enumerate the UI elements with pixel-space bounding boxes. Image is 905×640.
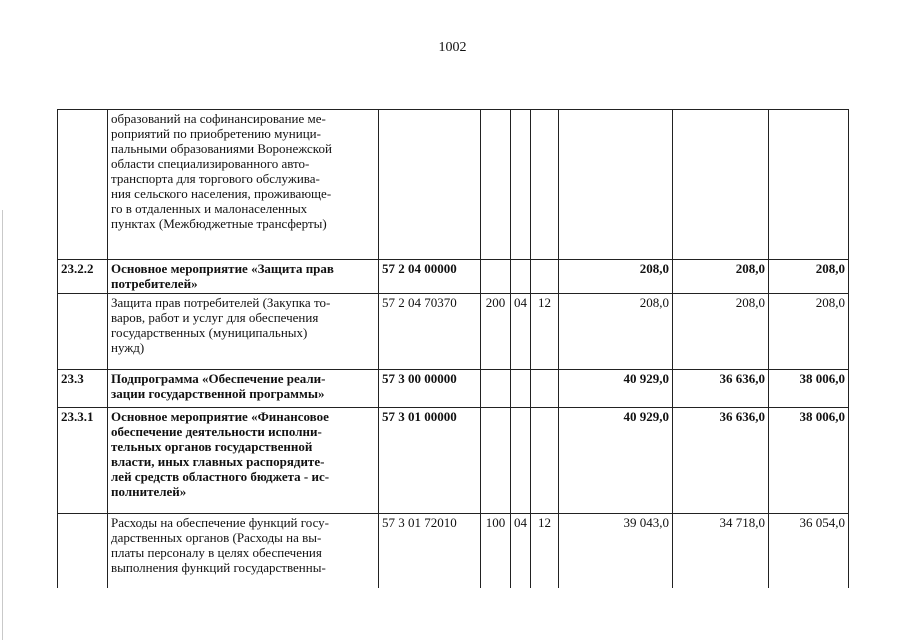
cell-amount-year-2: [673, 110, 769, 260]
cell-amount-year-2-text: 208,0: [735, 295, 765, 310]
cell-amount-year-2-text: 208,0: [735, 261, 765, 276]
cell-amount-year-1-text: 39 043,0: [623, 515, 669, 530]
cell-code: [58, 408, 108, 514]
cell-amount-year-3-text: 36 054,0: [799, 515, 845, 530]
cell-code: [58, 514, 108, 588]
cell-subsection: [531, 514, 559, 588]
cell-amount-year-1-text: 40 929,0: [623, 371, 669, 386]
cell-expense-type: [481, 514, 511, 588]
cell-amount-year-3: [769, 294, 849, 370]
cell-subsection-text: 12: [538, 295, 551, 310]
cell-expense-type-text: 200: [485, 295, 506, 310]
cell-amount-year-3-text: 208,0: [815, 261, 845, 276]
cell-subsection: [531, 260, 559, 294]
cell-section: [511, 260, 531, 294]
cell-name-text: Основное мероприятие «Финансовое обеспечение деятельности исполни- тельных органов государственной власти, иных главных распорядите- лей средств областного бюджета - ис- полнителей»: [111, 409, 330, 499]
cell-target-article: [379, 110, 481, 260]
cell-code-text: 23.2.2: [61, 261, 94, 276]
cell-name: [108, 294, 379, 370]
table-row: [58, 110, 849, 260]
cell-code: [58, 110, 108, 260]
table-row: [58, 260, 849, 294]
cell-target-article-text: 57 2 04 70370: [382, 295, 457, 310]
cell-amount-year-1: [559, 294, 673, 370]
cell-amount-year-2-text: 36 636,0: [719, 409, 765, 424]
cell-amount-year-1: [559, 408, 673, 514]
cell-amount-year-1: [559, 110, 673, 260]
cell-code: [58, 260, 108, 294]
cell-target-article-text: 57 3 01 72010: [382, 515, 457, 530]
cell-expense-type: [481, 294, 511, 370]
cell-amount-year-2: [673, 294, 769, 370]
cell-amount-year-3: [769, 110, 849, 260]
cell-target-article-text: 57 3 00 00000: [382, 371, 457, 386]
cell-amount-year-3-text: 208,0: [815, 295, 845, 310]
cell-section-text: 04: [514, 515, 527, 530]
cell-section-text: 04: [514, 295, 527, 310]
cell-section: [511, 408, 531, 514]
cell-name-text: Защита прав потребителей (Закупка то- варов, работ и услуг для обеспечения государственных (муниципальных) нужд): [111, 295, 331, 355]
cell-target-article: [379, 514, 481, 588]
cell-name-text: Расходы на обеспечение функций госу- дарственных органов (Расходы на вы- платы персоналу в целях обеспечения выполнения функций государственны-: [111, 515, 330, 575]
cell-amount-year-2: [673, 514, 769, 588]
page-number: 1002: [438, 40, 467, 55]
table-row: [58, 370, 849, 408]
cell-name-text: образований на софинансирование ме- роприятий по приобретению муници- пальными образованиями Воронежской области специализированного авто- транспорта для торгового обслужива- ния сельского населения, проживающе- го в отдаленных и малонаселенных пунктах (Межбюджетные трансферты): [111, 111, 332, 231]
cell-target-article: [379, 260, 481, 294]
cell-name: [108, 370, 379, 408]
cell-subsection: [531, 408, 559, 514]
cell-amount-year-1-text: 208,0: [639, 295, 669, 310]
cell-name-text: Подпрограмма «Обеспечение реали- зации государственной программы»: [111, 371, 326, 401]
budget-table: [57, 109, 849, 588]
cell-name: [108, 514, 379, 588]
table-body: [58, 110, 849, 588]
cell-section: [511, 370, 531, 408]
cell-section: [511, 110, 531, 260]
cell-amount-year-3: [769, 514, 849, 588]
cell-subsection: [531, 294, 559, 370]
cell-expense-type: [481, 260, 511, 294]
cell-target-article-text: 57 3 01 00000: [382, 409, 457, 424]
cell-amount-year-2-text: 34 718,0: [719, 515, 765, 530]
cell-amount-year-1-text: 208,0: [639, 261, 669, 276]
cell-code-text: 23.3.1: [61, 409, 94, 424]
cell-amount-year-3-text: 38 006,0: [799, 409, 845, 424]
cell-amount-year-3: [769, 260, 849, 294]
cell-amount-year-2-text: 36 636,0: [719, 371, 765, 386]
cell-expense-type: [481, 408, 511, 514]
table-row: [58, 294, 849, 370]
cell-amount-year-3: [769, 370, 849, 408]
cell-section: [511, 514, 531, 588]
cell-expense-type: [481, 110, 511, 260]
cell-name: [108, 110, 379, 260]
cell-name: [108, 408, 379, 514]
cell-target-article: [379, 408, 481, 514]
cell-target-article: [379, 294, 481, 370]
cell-name-text: Основное мероприятие «Защита прав потребителей»: [111, 261, 334, 291]
cell-expense-type-text: 100: [485, 515, 506, 530]
cell-amount-year-2: [673, 260, 769, 294]
cell-amount-year-3-text: 38 006,0: [799, 371, 845, 386]
cell-expense-type: [481, 370, 511, 408]
cell-subsection: [531, 110, 559, 260]
cell-section: [511, 294, 531, 370]
cell-amount-year-3: [769, 408, 849, 514]
cell-amount-year-1: [559, 514, 673, 588]
table-row: [58, 408, 849, 514]
cell-amount-year-2: [673, 370, 769, 408]
cell-target-article: [379, 370, 481, 408]
cell-target-article-text: 57 2 04 00000: [382, 261, 457, 276]
cell-code: [58, 294, 108, 370]
cell-amount-year-1: [559, 370, 673, 408]
cell-name: [108, 260, 379, 294]
scan-edge-line: [2, 210, 3, 640]
cell-subsection-text: 12: [538, 515, 551, 530]
cell-amount-year-1: [559, 260, 673, 294]
cell-amount-year-1-text: 40 929,0: [623, 409, 669, 424]
cell-subsection: [531, 370, 559, 408]
table-row: [58, 514, 849, 588]
cell-amount-year-2: [673, 408, 769, 514]
cell-code: [58, 370, 108, 408]
cell-code-text: 23.3: [61, 371, 84, 386]
